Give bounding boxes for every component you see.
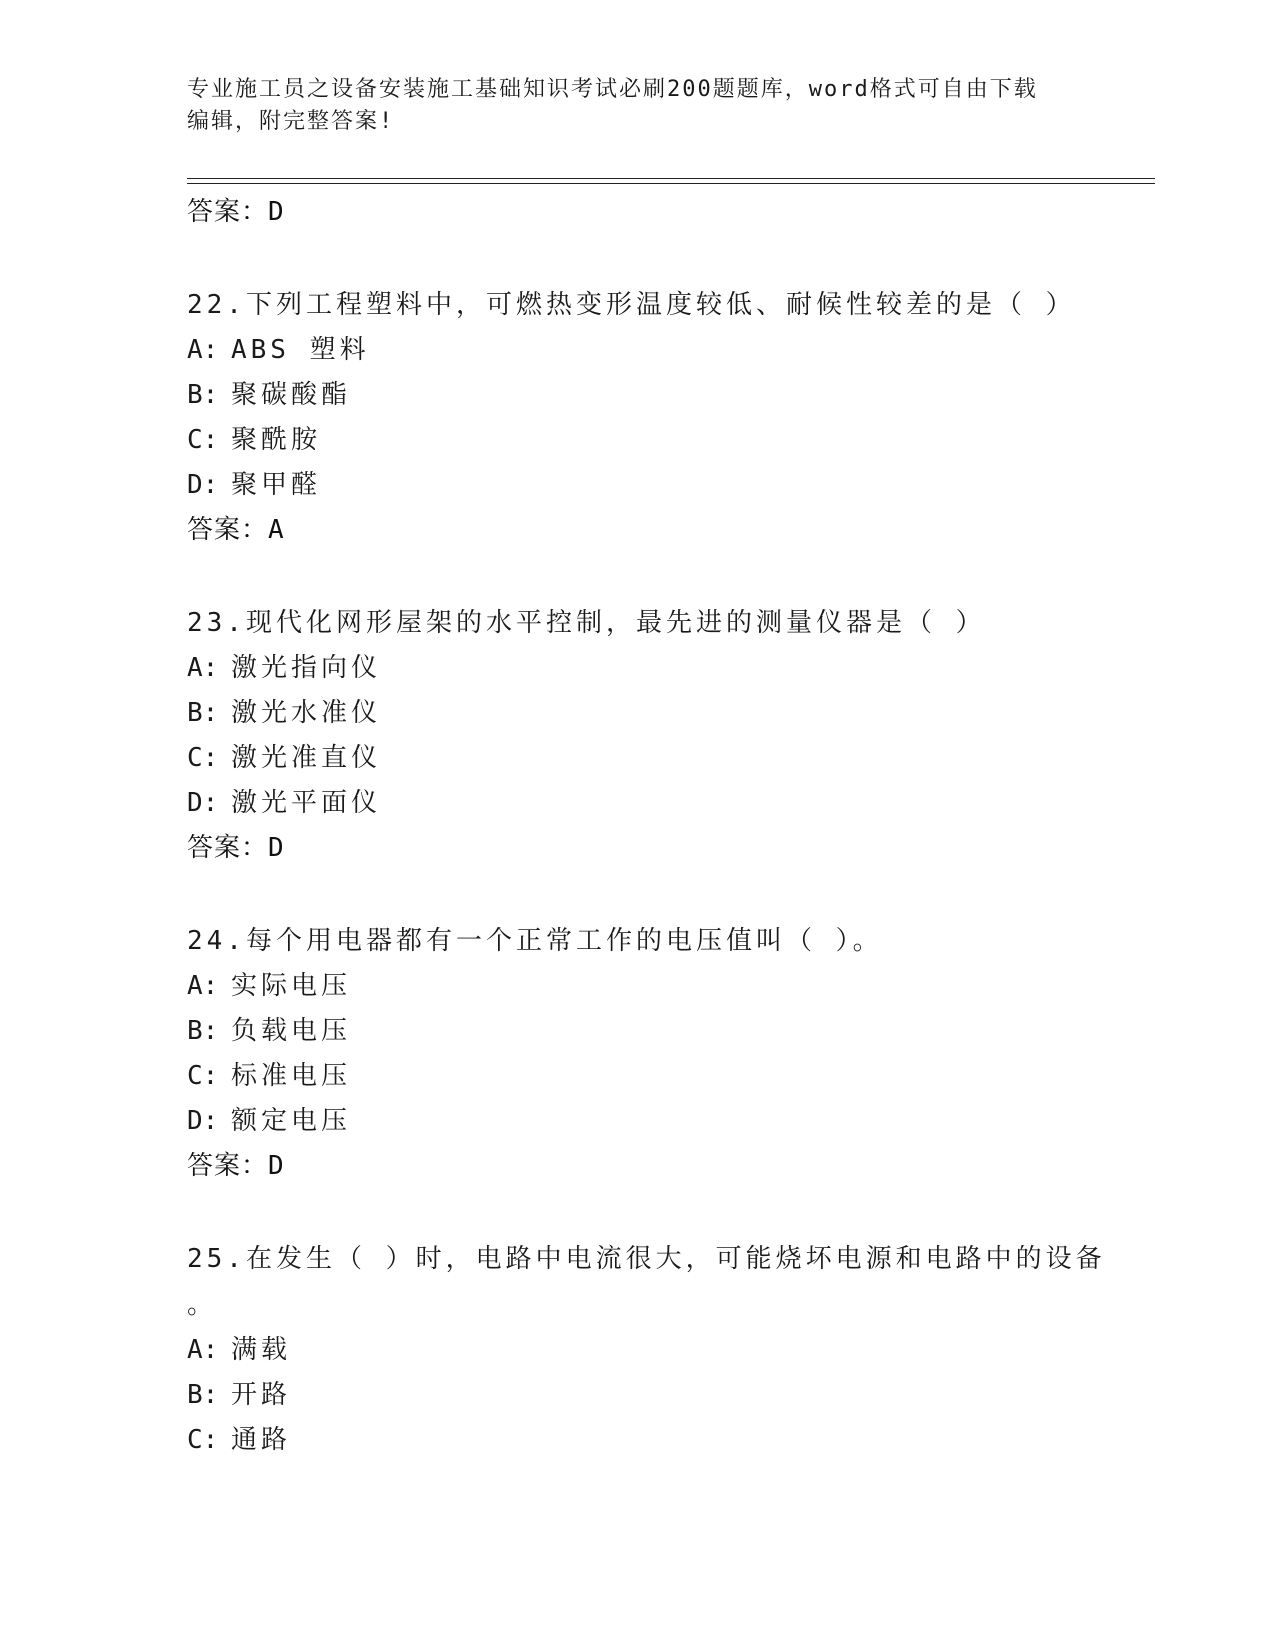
option-label: C:	[187, 1061, 219, 1091]
question-23	[187, 600, 1127, 870]
answer-line	[187, 190, 1127, 234]
option-text: 实际电压	[231, 971, 352, 1001]
option-c	[187, 736, 1127, 781]
option-label: A:	[187, 1335, 219, 1365]
header-line-2: 编辑，附完整答案!	[187, 109, 395, 134]
answer-label: 答案：	[187, 515, 269, 545]
answer-label: 答案：	[187, 1151, 269, 1181]
option-text: 聚甲醛	[231, 470, 322, 500]
option-c	[187, 418, 1127, 463]
option-text: 激光指向仪	[231, 653, 382, 683]
answer-line	[187, 826, 1127, 870]
option-label: B:	[187, 698, 219, 728]
option-label: C:	[187, 425, 219, 455]
option-text: 开路	[231, 1380, 292, 1410]
option-label: B:	[187, 1380, 219, 1410]
option-label: C:	[187, 1425, 219, 1455]
option-text: 负载电压	[231, 1016, 352, 1046]
option-text: 满载	[231, 1335, 292, 1365]
option-label: A:	[187, 971, 219, 1001]
option-label: D:	[187, 1106, 219, 1136]
header-divider-bottom	[187, 183, 1155, 184]
document-header	[187, 74, 1087, 138]
option-label: D:	[187, 470, 219, 500]
option-a	[187, 1328, 1127, 1373]
answer-line	[187, 508, 1127, 552]
option-b	[187, 1009, 1127, 1054]
option-label: C:	[187, 743, 219, 773]
option-text: 标准电压	[231, 1061, 352, 1091]
question-stem: 23.现代化网形屋架的水平控制，最先进的测量仪器是（ ）	[187, 608, 986, 638]
option-text: 激光平面仪	[231, 788, 382, 818]
option-b	[187, 1373, 1127, 1418]
option-label: A:	[187, 335, 219, 365]
option-a	[187, 646, 1127, 691]
answer-line	[187, 1144, 1127, 1188]
question-stem: 22.下列工程塑料中，可燃热变形温度较低、耐候性较差的是（ ）	[187, 290, 1076, 320]
option-b	[187, 373, 1127, 418]
option-text: 聚酰胺	[231, 425, 322, 455]
question-list	[187, 190, 1127, 1463]
answer-label: 答案：	[187, 197, 269, 227]
option-d	[187, 781, 1127, 826]
question-24	[187, 918, 1127, 1188]
question-stem: 24.每个用电器都有一个正常工作的电压值叫（ ）。	[187, 926, 883, 956]
option-text: 额定电压	[231, 1106, 352, 1136]
answer-value: D	[268, 1151, 285, 1181]
option-label: A:	[187, 653, 219, 683]
option-text: 激光水准仪	[231, 698, 382, 728]
question-stem: 25.在发生（ ）时，电路中电流很大，可能烧坏电源和电路中的设备	[187, 1244, 1106, 1274]
option-b	[187, 691, 1127, 736]
question-22	[187, 282, 1127, 552]
option-text: ABS 塑料	[231, 335, 370, 365]
option-c	[187, 1418, 1127, 1463]
option-text: 聚碳酸酯	[231, 380, 352, 410]
option-label: D:	[187, 788, 219, 818]
option-text: 通路	[231, 1425, 292, 1455]
answer-value: A	[268, 515, 285, 545]
answer-value: D	[268, 197, 285, 227]
option-a	[187, 328, 1127, 373]
header-line-1: 专业施工员之设备安装施工基础知识考试必刷200题题库，word格式可自由下载	[187, 77, 1038, 102]
option-a	[187, 964, 1127, 1009]
answer-label: 答案：	[187, 833, 269, 863]
option-d	[187, 463, 1127, 508]
option-text: 激光准直仪	[231, 743, 382, 773]
header-divider-top	[187, 178, 1155, 179]
option-label: B:	[187, 380, 219, 410]
question-stem-continuation: 。	[187, 1290, 218, 1320]
answer-value: D	[268, 833, 285, 863]
option-label: B:	[187, 1016, 219, 1046]
question-25	[187, 1236, 1127, 1463]
option-c	[187, 1054, 1127, 1099]
option-d	[187, 1099, 1127, 1144]
